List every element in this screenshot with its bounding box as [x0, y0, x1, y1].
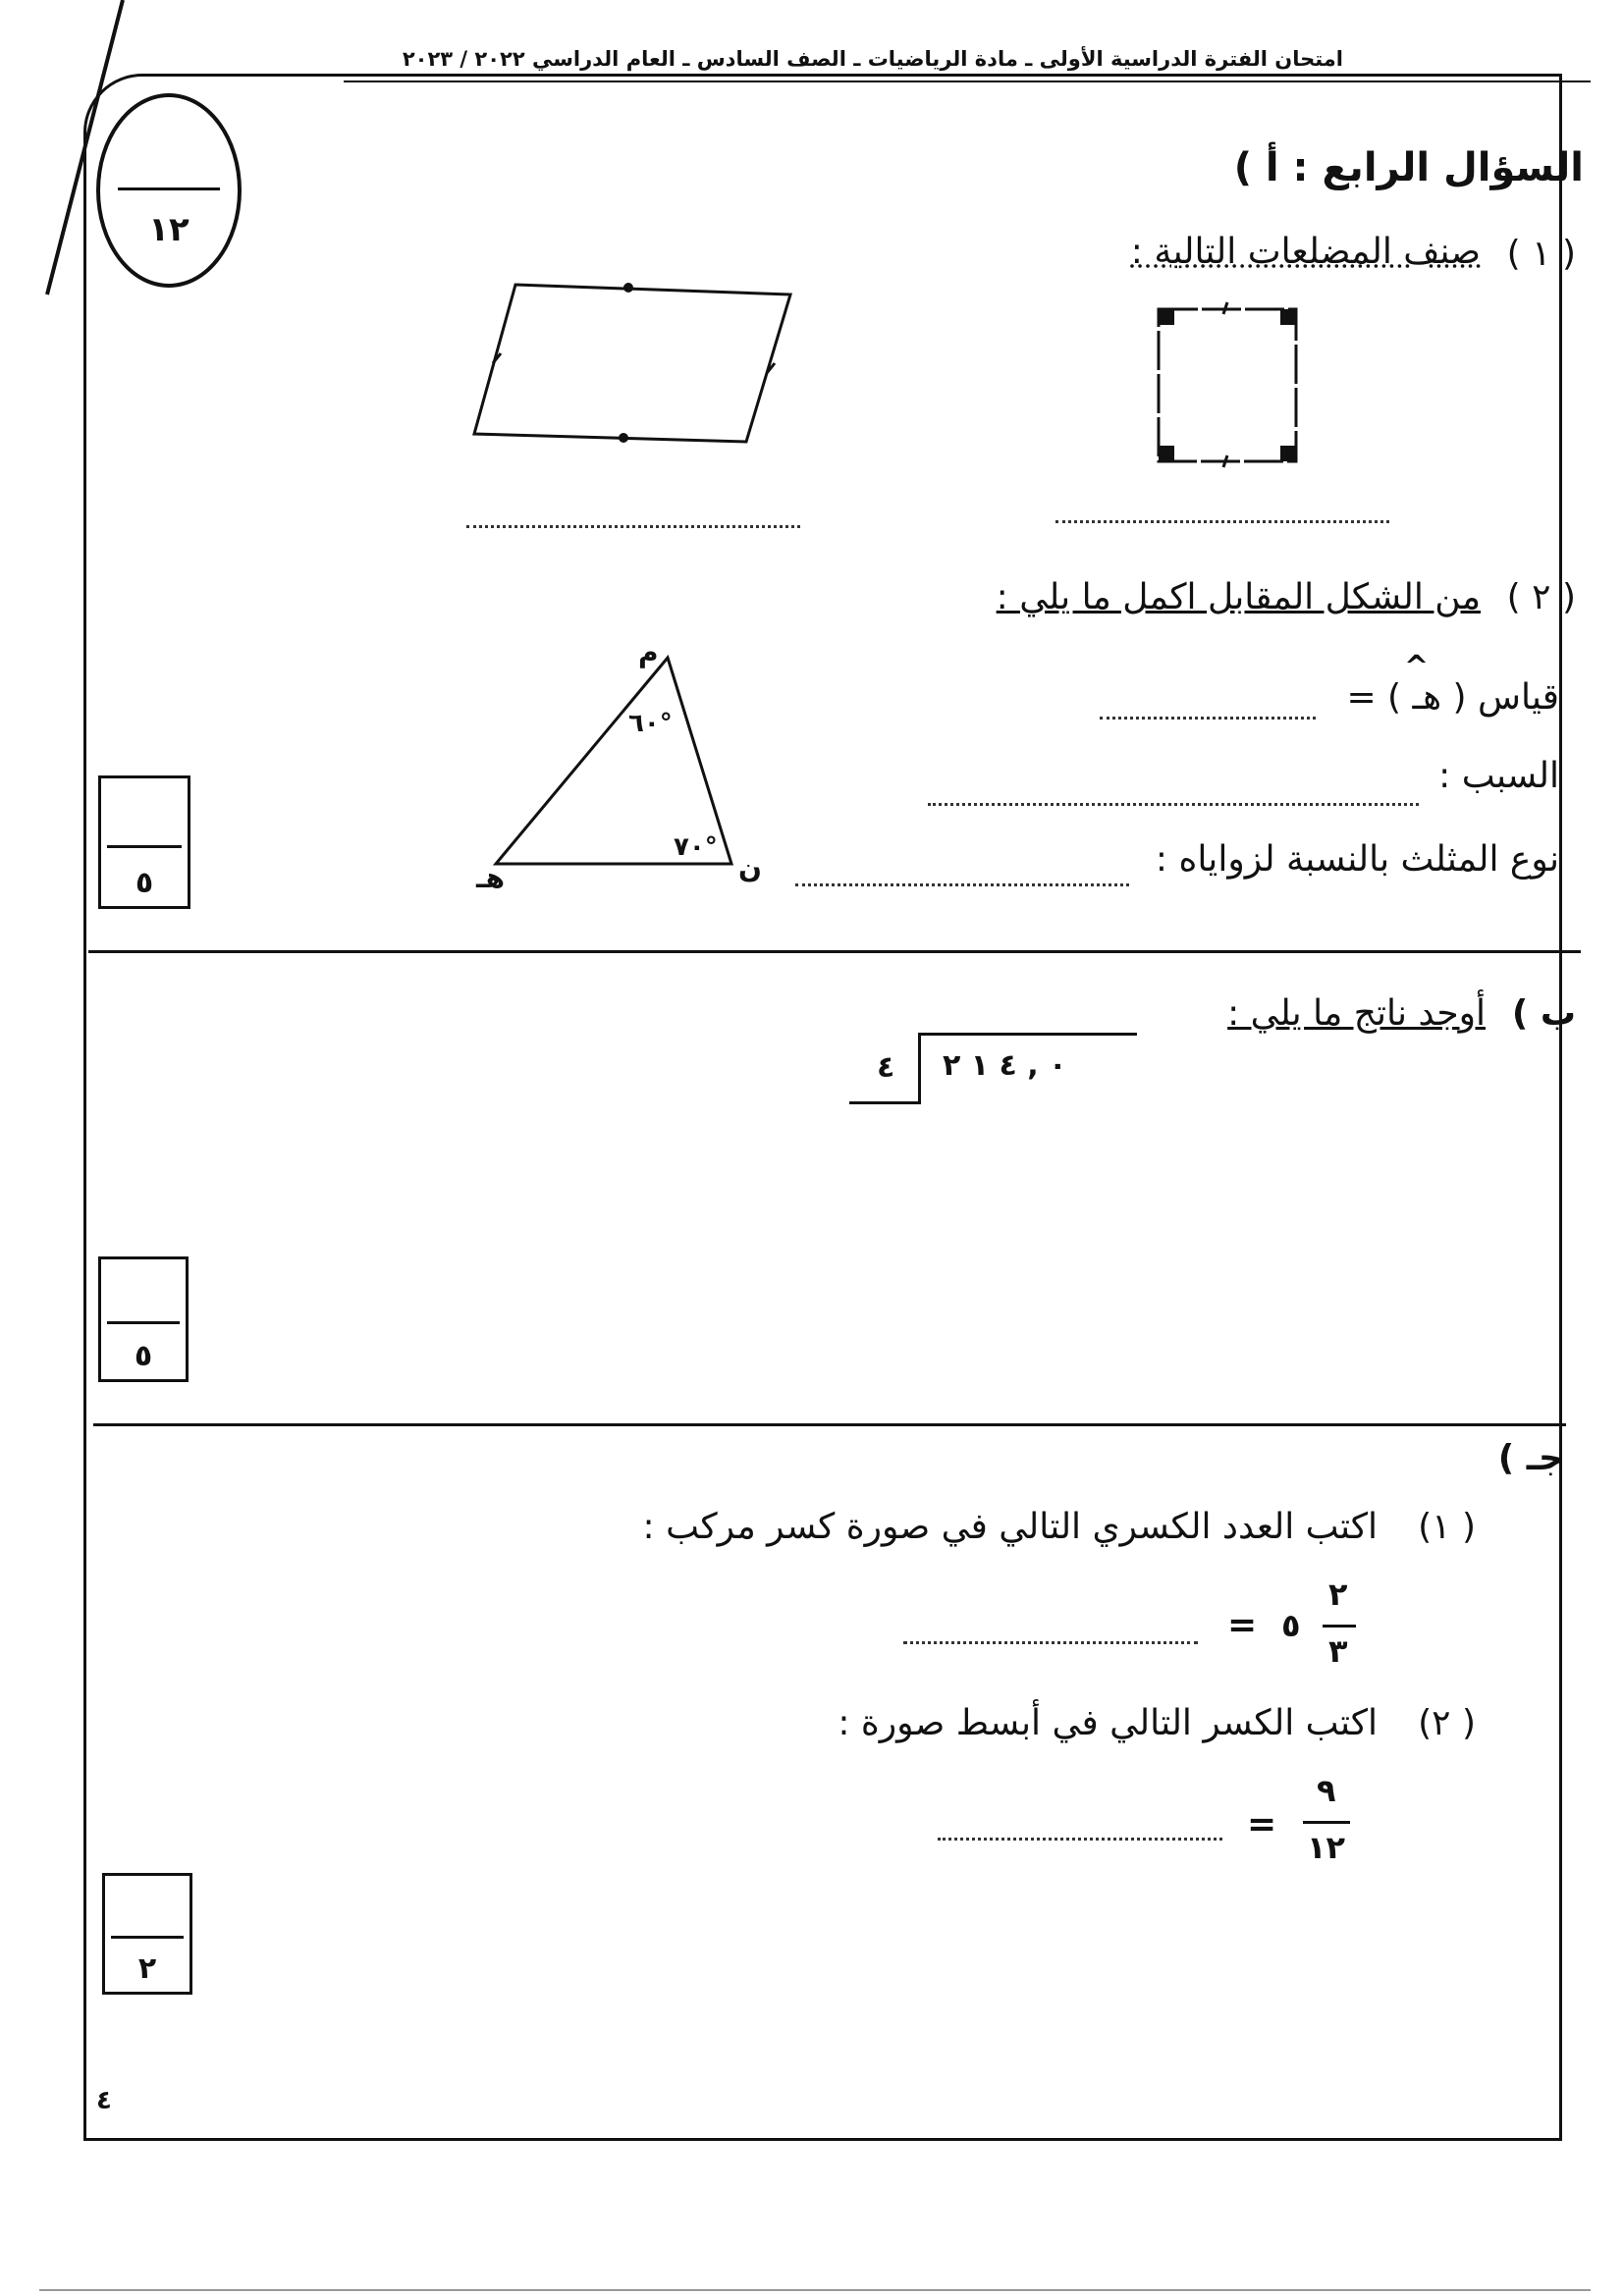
part-a-score: ٥	[135, 866, 154, 900]
dividend: ٠ , ٤ ١ ٢	[943, 1048, 1067, 1083]
c-item2-answer-line[interactable]	[938, 1838, 1222, 1841]
triangle-vertex-right: ن	[738, 852, 762, 884]
c-item1-equals: =	[1227, 1605, 1258, 1645]
measure-answer-line[interactable]	[1100, 717, 1316, 720]
triangle-vertex-top: م	[638, 636, 659, 668]
total-score-value: ١٢	[148, 210, 189, 249]
triangle-angle-right: ٧٠°	[674, 832, 718, 862]
c-item1-text: اكتب العدد الكسري التالي في صورة كسر مركب :	[642, 1507, 1378, 1547]
mixed-number	[1281, 1575, 1360, 1683]
part-c-label: جـ )	[1497, 1438, 1564, 1478]
parallelogram-answer-line[interactable]	[466, 525, 800, 528]
exam-title: امتحان الفترة الدراسية الأولى ـ مادة الرياضيات ـ الصف السادس ـ العام الدراسي ٢٠٢٢ / ٢٠٢٣	[402, 47, 1343, 71]
total-score-circle	[96, 93, 242, 288]
triangle-figure	[471, 628, 785, 883]
parallelogram-figure	[461, 275, 805, 452]
c-item2-text: اكتب الكسر التالي في أبسط صورة :	[838, 1703, 1378, 1743]
part-c-score: ٢	[137, 1951, 157, 1986]
c-item1-label: (١ )	[1418, 1507, 1476, 1547]
part-a-score-box	[98, 775, 190, 909]
c-item2-label: (٢ )	[1418, 1703, 1476, 1743]
part-c-score-box	[102, 1873, 192, 1995]
header-rule	[344, 80, 1591, 82]
divisor: ٤	[877, 1050, 895, 1085]
triangle-type-answer-line[interactable]	[795, 883, 1129, 886]
triangle-angle-top: ٦٠°	[628, 709, 673, 738]
page-number: ٤	[96, 2086, 112, 2115]
part-b-score-box	[98, 1256, 189, 1382]
c-item2-equals: =	[1247, 1804, 1277, 1844]
reason-answer-line[interactable]	[928, 803, 1419, 806]
divider-2	[93, 1423, 1566, 1426]
item2-label: ( ٢ )	[1506, 577, 1576, 617]
item1-label: ( ١ )	[1506, 234, 1576, 274]
mixed-numerator: ٢	[1328, 1575, 1348, 1613]
item2-text: من الشكل المقابل اكمل ما يلي :	[996, 577, 1481, 617]
simple-fraction	[1301, 1772, 1360, 1880]
rectangle-figure	[1139, 294, 1316, 471]
angle-hat: ^	[1404, 650, 1430, 684]
item1-text: صنف المضلعات التالية :	[1130, 232, 1481, 272]
mixed-whole: ٥	[1281, 1607, 1301, 1644]
divisor-underline	[849, 1101, 920, 1104]
triangle-vertex-left: هـ	[476, 862, 505, 894]
total-score-rule	[118, 187, 220, 190]
measure-label: قياس ( هـ ) =	[1346, 677, 1559, 718]
long-division	[849, 1021, 1134, 1109]
triangle-type-label: نوع المثلث بالنسبة لزواياه :	[1155, 839, 1559, 880]
fraction-bar	[1303, 1821, 1350, 1824]
c-item1-answer-line[interactable]	[903, 1641, 1198, 1644]
bottom-rule	[39, 2289, 1591, 2291]
fraction-numerator: ٩	[1317, 1772, 1336, 1809]
exam-header	[263, 47, 1343, 71]
reason-label: السبب :	[1438, 756, 1559, 796]
mixed-denominator: ٣	[1328, 1632, 1348, 1670]
part-b-score: ٥	[134, 1339, 153, 1373]
fraction-denominator: ١٢	[1307, 1829, 1346, 1866]
rectangle-answer-line[interactable]	[1055, 520, 1389, 523]
divider-1	[88, 950, 1581, 953]
question-title: السؤال الرابع : أ )	[1233, 145, 1584, 190]
part-b-text: أوجد ناتج ما يلي :	[1227, 993, 1486, 1034]
part-b-label: ب )	[1511, 993, 1576, 1034]
mixed-fraction-bar	[1323, 1625, 1356, 1628]
